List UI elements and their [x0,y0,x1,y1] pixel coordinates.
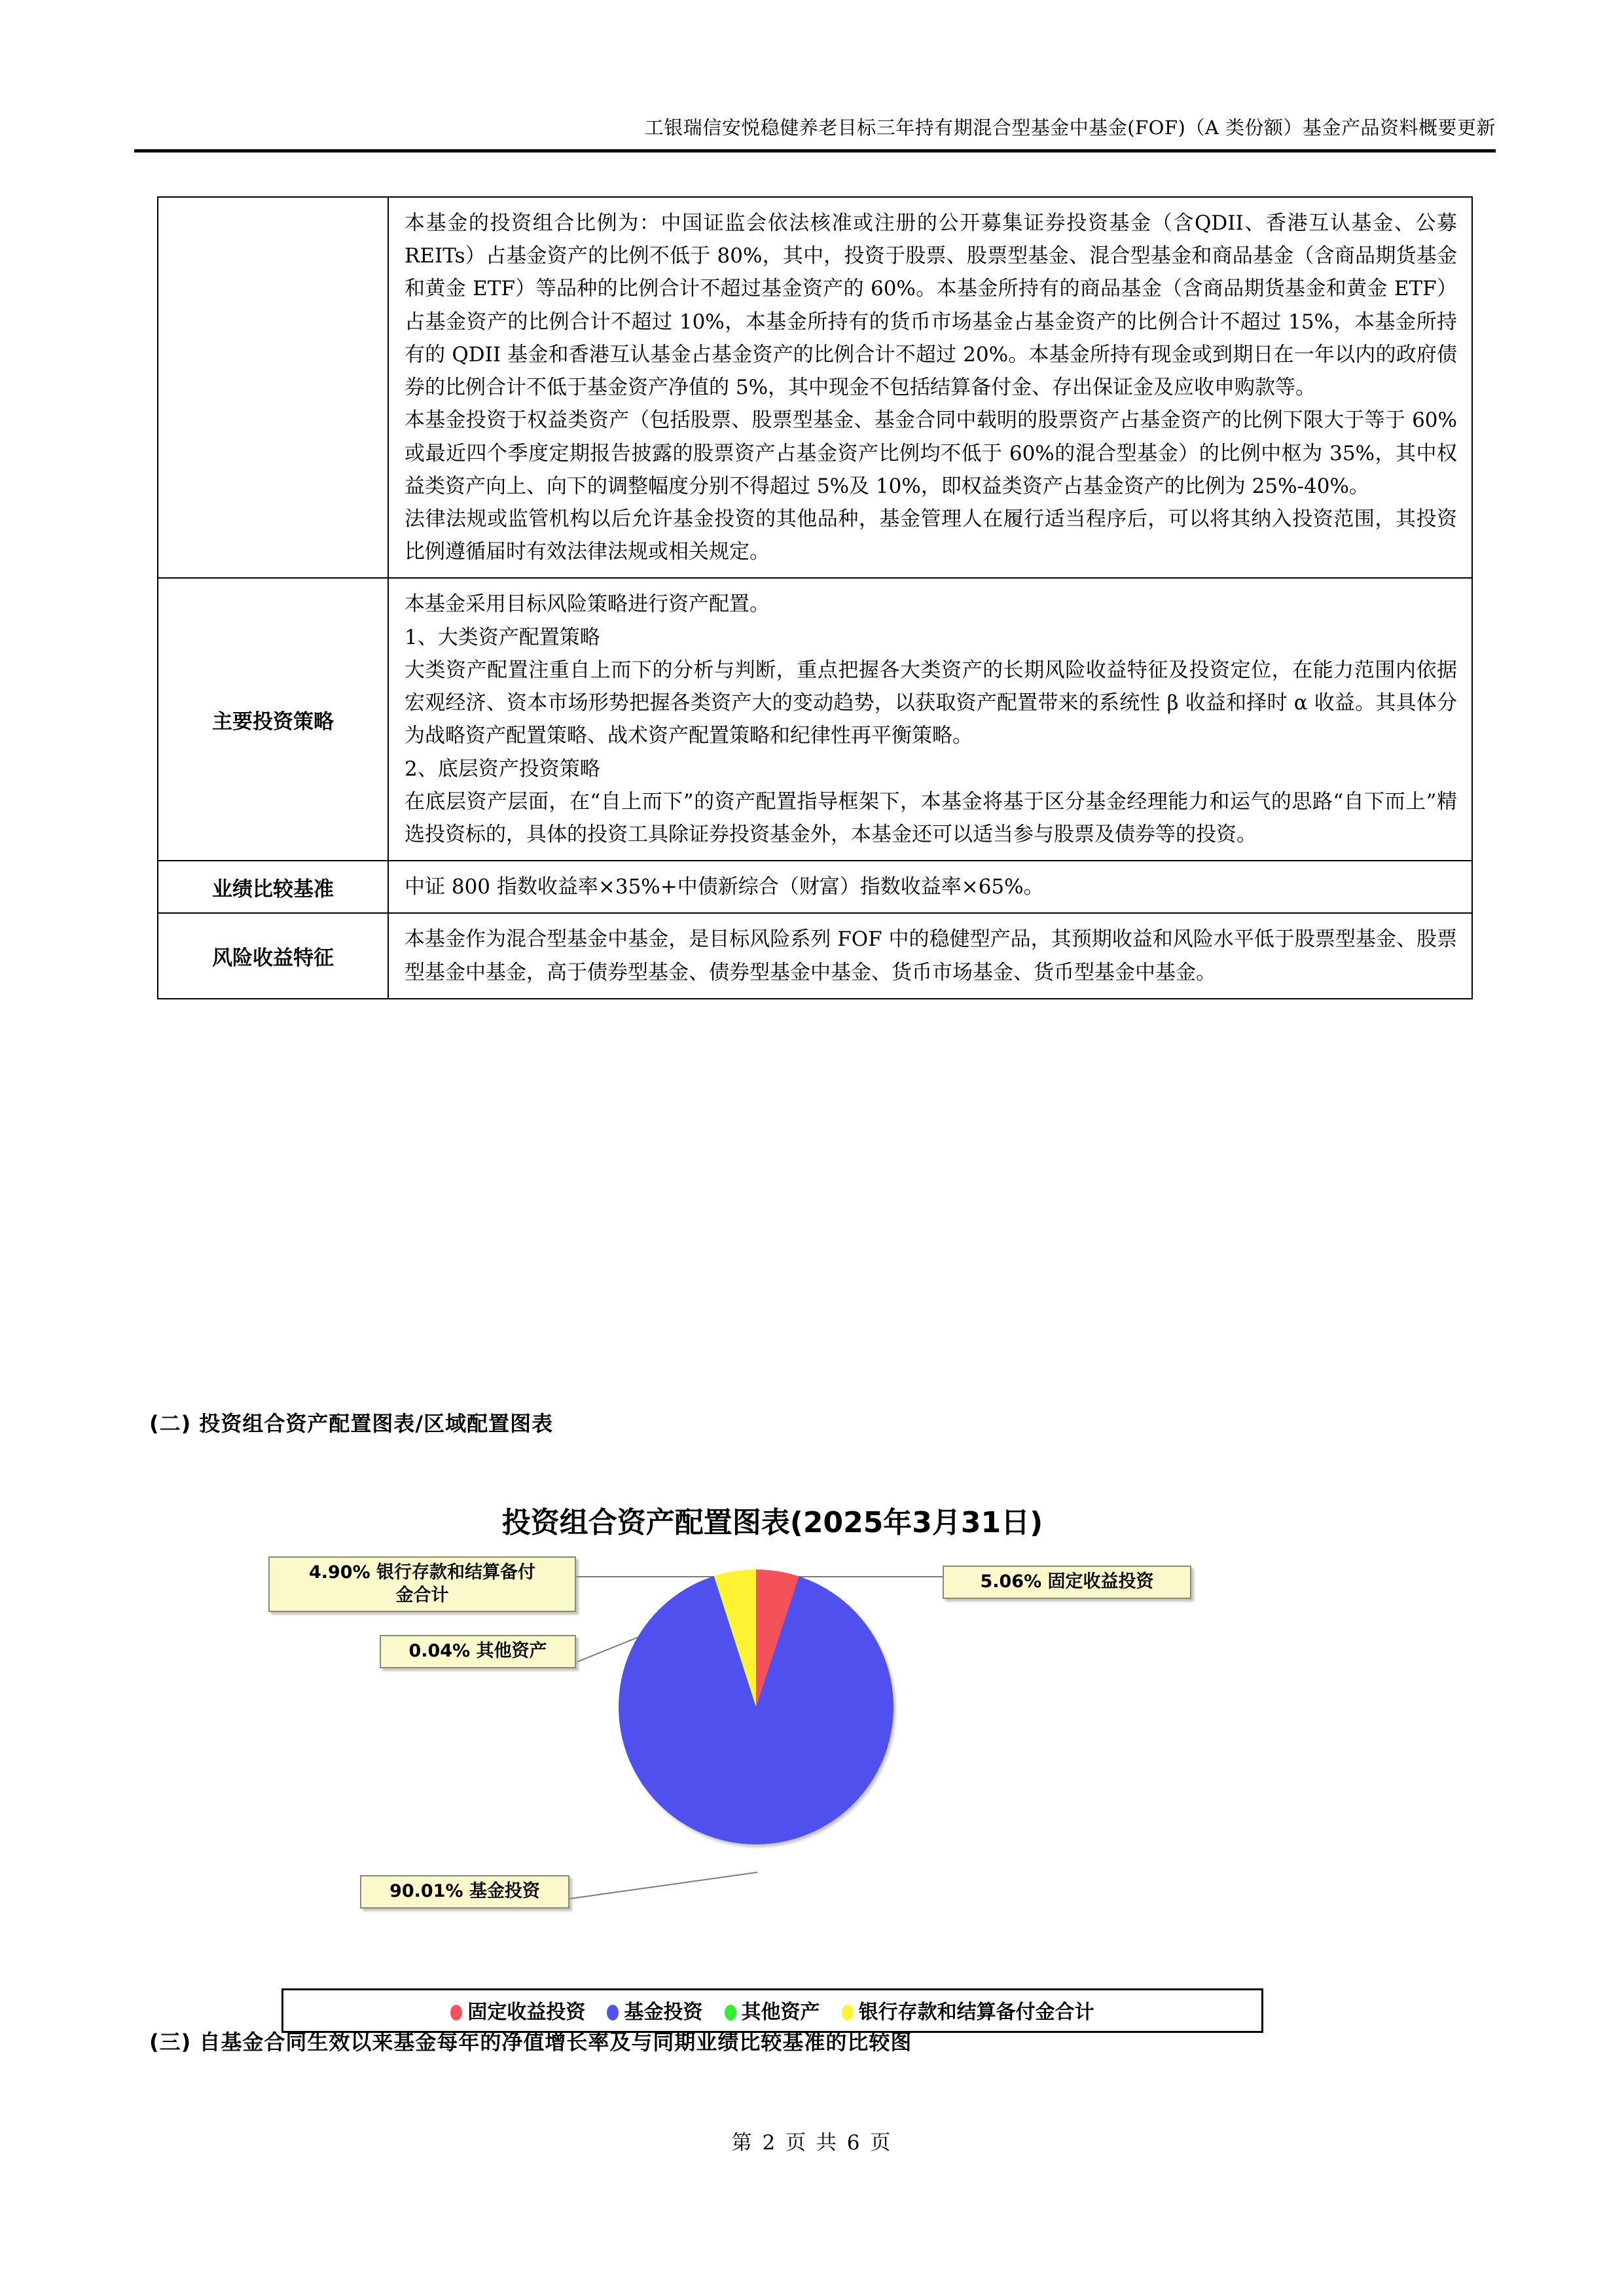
leader-line-fund [569,1872,757,1899]
fund-info-table [157,196,1473,999]
callout-fund-investment: 90.01% 基金投资 [360,1875,569,1909]
leader-line-fixed [785,1576,946,1577]
page-footer: 第 2 页 共 6 页 [731,2131,893,2155]
callout-fixed-income: 5.06% 固定收益投资 [943,1566,1191,1599]
row-body-benchmark [388,861,1472,913]
paragraph: 大类资产配置注重自上而下的分析与判断，重点把握各大类资产的长期风险收益特征及投资定位，在能力范围内依据宏观经济、资本市场形势把握各类资产大的变动趋势，以获取资产配置带来的系统性 β 收益和择时 α 收益。其具体分为战略资产配置策略、战术资产配置策略和纪律性再平衡策略。 [405,658,1457,748]
paragraph: 2、底层资产投资策略 [405,757,600,781]
legend-label: 银行存款和结算备付金合计 [858,2001,1094,2024]
legend-label: 其他资产 [741,2001,820,2024]
paragraph: 本基金作为混合型基金中基金，是目标风险系列 FOF 中的稳健型产品，其预期收益和风险水平低于股票型基金、股票型基金中基金，高于债券型基金、债券型基金中基金、货币市场基金、货币型基金中基金。 [405,927,1457,984]
row-body-risk-return [388,913,1472,998]
paragraph: 法律法规或监管机构以后允许基金投资的其他品种，基金管理人在履行适当程序后，可以将其纳入投资范围，其投资比例遵循届时有效法律法规或相关规定。 [405,507,1457,564]
row-label-investment-ratio [158,197,388,578]
portfolio-allocation-chart [262,1499,1283,2024]
row-body-main-strategy [388,578,1472,861]
pie-graphic [619,1570,893,1844]
paragraph: 1、大类资产配置策略 [405,625,600,649]
section-heading-two: (二) 投资组合资产配置图表/区域配置图表 [149,1411,554,1436]
header-divider [134,149,1496,152]
paragraph: 中证 800 指数收益率×35%+中债新综合（财富）指数收益率×65%。 [405,875,1044,899]
legend-swatch-icon [607,2005,619,2020]
legend-swatch-icon [842,2005,854,2020]
callout-other-assets: 0.04% 其他资产 [380,1635,576,1668]
legend-item-bank-deposits [842,1996,1094,2024]
table-row [158,197,1472,578]
section-heading-three: (三) 自基金合同生效以来基金每年的净值增长率及与同期业绩比较基准的比较图 [149,2030,912,2054]
paragraph: 本基金投资于权益类资产（包括股票、股票型基金、基金合同中载明的股票资产占基金资产的比例下限大于等于 60%或最近四个季度定期报告披露的股票资产占基金资产比例均不低于 60%的混合型基金）的比例中枢为 35%，其中权益类资产向上、向下的调整幅度分别不得超过 5%及 10%，即权益类资产占基金资产的比例为 25%-40%。 [405,408,1457,498]
legend-swatch-icon [725,2005,736,2020]
legend-swatch-icon [450,2005,462,2020]
callout-bank-deposits [268,1556,576,1612]
paragraph: 本基金采用目标风险策略进行资产配置。 [405,592,770,617]
row-body-investment-ratio [388,197,1472,578]
legend-label: 基金投资 [624,2001,703,2024]
table-row [158,861,1472,913]
legend-label: 固定收益投资 [467,2001,586,2024]
legend-item-fixed-income [450,1996,585,2024]
table-row [158,578,1472,861]
paragraph: 本基金的投资组合比例为：中国证监会依法核准或注册的公开募集证券投资基金（含QDII、香港互认基金、公募 REITs）占基金资产的比例不低于 80%，其中，投资于股票、股票型基金、混合型基金和商品基金（含商品期货基金和黄金 ETF）等品种的比例合计不超过基金资产的 60%。本基金所持有的商品基金（含商品期货基金和黄金 ETF）占基金资产的比例合计不超过 10%，本基金所持有的货币市场基金占基金资产的比例合计不超过 15%，本基金所持有的 QDII 基金和香港互认基金占基金资产的比例合计不超过 20%。本基金所持有现金或到期日在一年以内的政府债券的比例合计不低于基金资产净值的 5%，其中现金不包括结算备付金、存出保证金及应收申购款等。 [405,211,1457,400]
row-label-main-strategy: 主要投资策略 [158,578,388,861]
paragraph: 在底层资产层面，在“自上而下”的资产配置指导框架下，本基金将基于区分基金经理能力和运气的思路“自下而上”精选投资标的，具体的投资工具除证券投资基金外，本基金还可以适当参与股票及债券等的投资。 [405,789,1457,846]
pie-area [262,1545,1283,2024]
row-label-benchmark: 业绩比较基准 [158,861,388,913]
row-label-risk-return: 风险收益特征 [158,913,388,998]
legend-item-fund-investment [607,1996,702,2024]
callout-line-1: 4.90% 银行存款和结算备付 [308,1562,536,1583]
legend-item-other-assets [725,1996,820,2024]
chart-title: 投资组合资产配置图表(2025年3月31日) [501,1506,1043,1539]
callout-line-2: 金合计 [395,1585,449,1605]
table-row [158,913,1472,998]
page-header-title: 工银瑞信安悦稳健养老目标三年持有期混合型基金中基金(FOF)（A 类份额）基金产品资料概要更新 [644,117,1496,139]
